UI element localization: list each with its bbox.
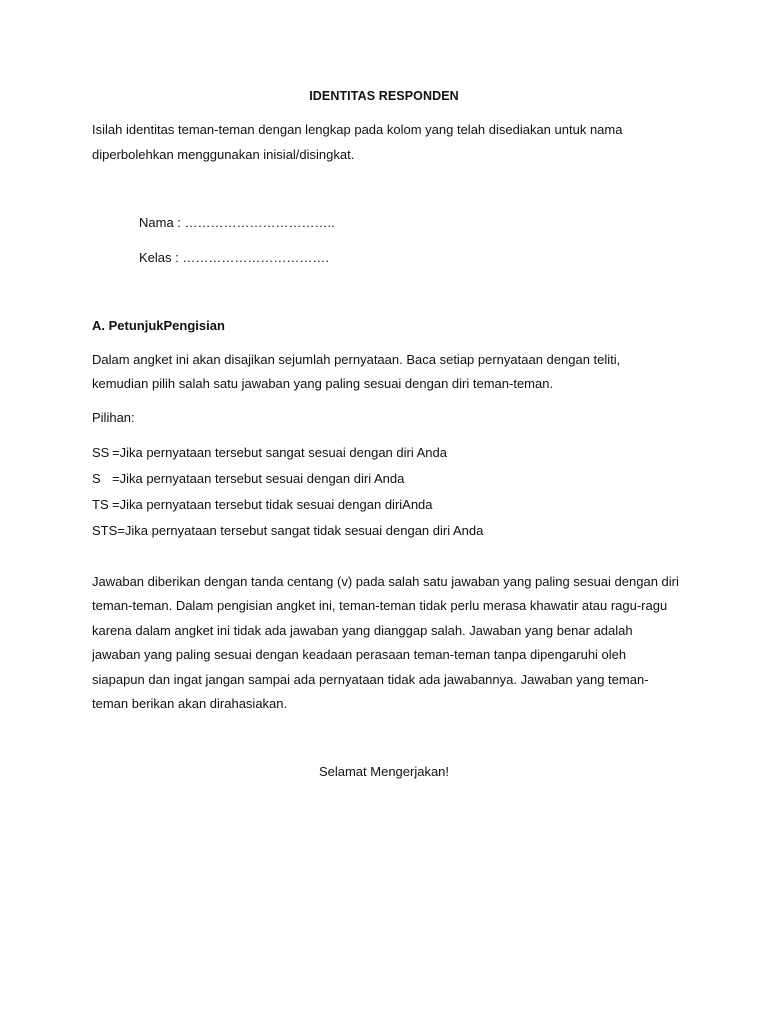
option-ts (92, 497, 433, 513)
instructions-line-2: teman-teman. Dalam pengisian angket ini, teman-teman tidak perlu merasa khawatir atau ragu-ragu (92, 598, 668, 613)
option-text: =Jika pernyataan tersebut sangat tidak sesuai dengan diri Anda (117, 523, 484, 538)
option-code: SS (92, 445, 110, 460)
option-text: =Jika pernyataan tersebut tidak sesuai dengan diriAnda (112, 497, 433, 512)
option-code: STS (92, 523, 118, 538)
nama-field: Nama : …………………………….. (139, 215, 335, 230)
kelas-field: Kelas : ……………………………. (139, 250, 329, 265)
option-code: S (92, 471, 101, 486)
instructions-line-4: jawaban yang paling sesuai dengan keadaan perasaan teman-teman tanpa dipengaruhi oleh (92, 647, 627, 662)
option-text: =Jika pernyataan tersebut sangat sesuai dengan diri Anda (112, 445, 447, 460)
section-a-paragraph-line-2: kemudian pilih salah satu jawaban yang paling sesuai dengan diri teman-teman. (92, 376, 554, 391)
instructions-line-1: Jawaban diberikan dengan tanda centang (v) pada salah satu jawaban yang paling sesuai dengan diri (92, 574, 679, 589)
instructions-line-5: siapapun dan ingat jangan sampai ada pernyataan tidak ada jawabannya. Jawaban yang teman- (92, 672, 649, 687)
option-sts (92, 523, 483, 539)
section-a-paragraph-line-1: Dalam angket ini akan disajikan sejumlah pernyataan. Baca setiap pernyataan dengan teliti, (92, 352, 621, 367)
section-a-heading: A. PetunjukPengisian (92, 318, 225, 333)
option-s (92, 471, 404, 487)
instructions-line-3: karena dalam angket ini tidak ada jawaban yang dianggap salah. Jawaban yang benar adalah (92, 623, 633, 638)
instructions-line-6: teman berikan akan dirahasiakan. (92, 696, 288, 711)
option-ss (92, 445, 447, 461)
document-title: IDENTITAS RESPONDEN (309, 89, 459, 103)
intro-line-1: Isilah identitas teman-teman dengan lengkap pada kolom yang telah disediakan untuk nama (92, 122, 623, 137)
intro-line-2: diperbolehkan menggunakan inisial/disingkat. (92, 147, 355, 162)
pilihan-label: Pilihan: (92, 410, 135, 425)
closing-text: Selamat Mengerjakan! (318, 764, 450, 779)
option-code: TS (92, 497, 109, 512)
option-text: =Jika pernyataan tersebut sesuai dengan diri Anda (112, 471, 405, 486)
